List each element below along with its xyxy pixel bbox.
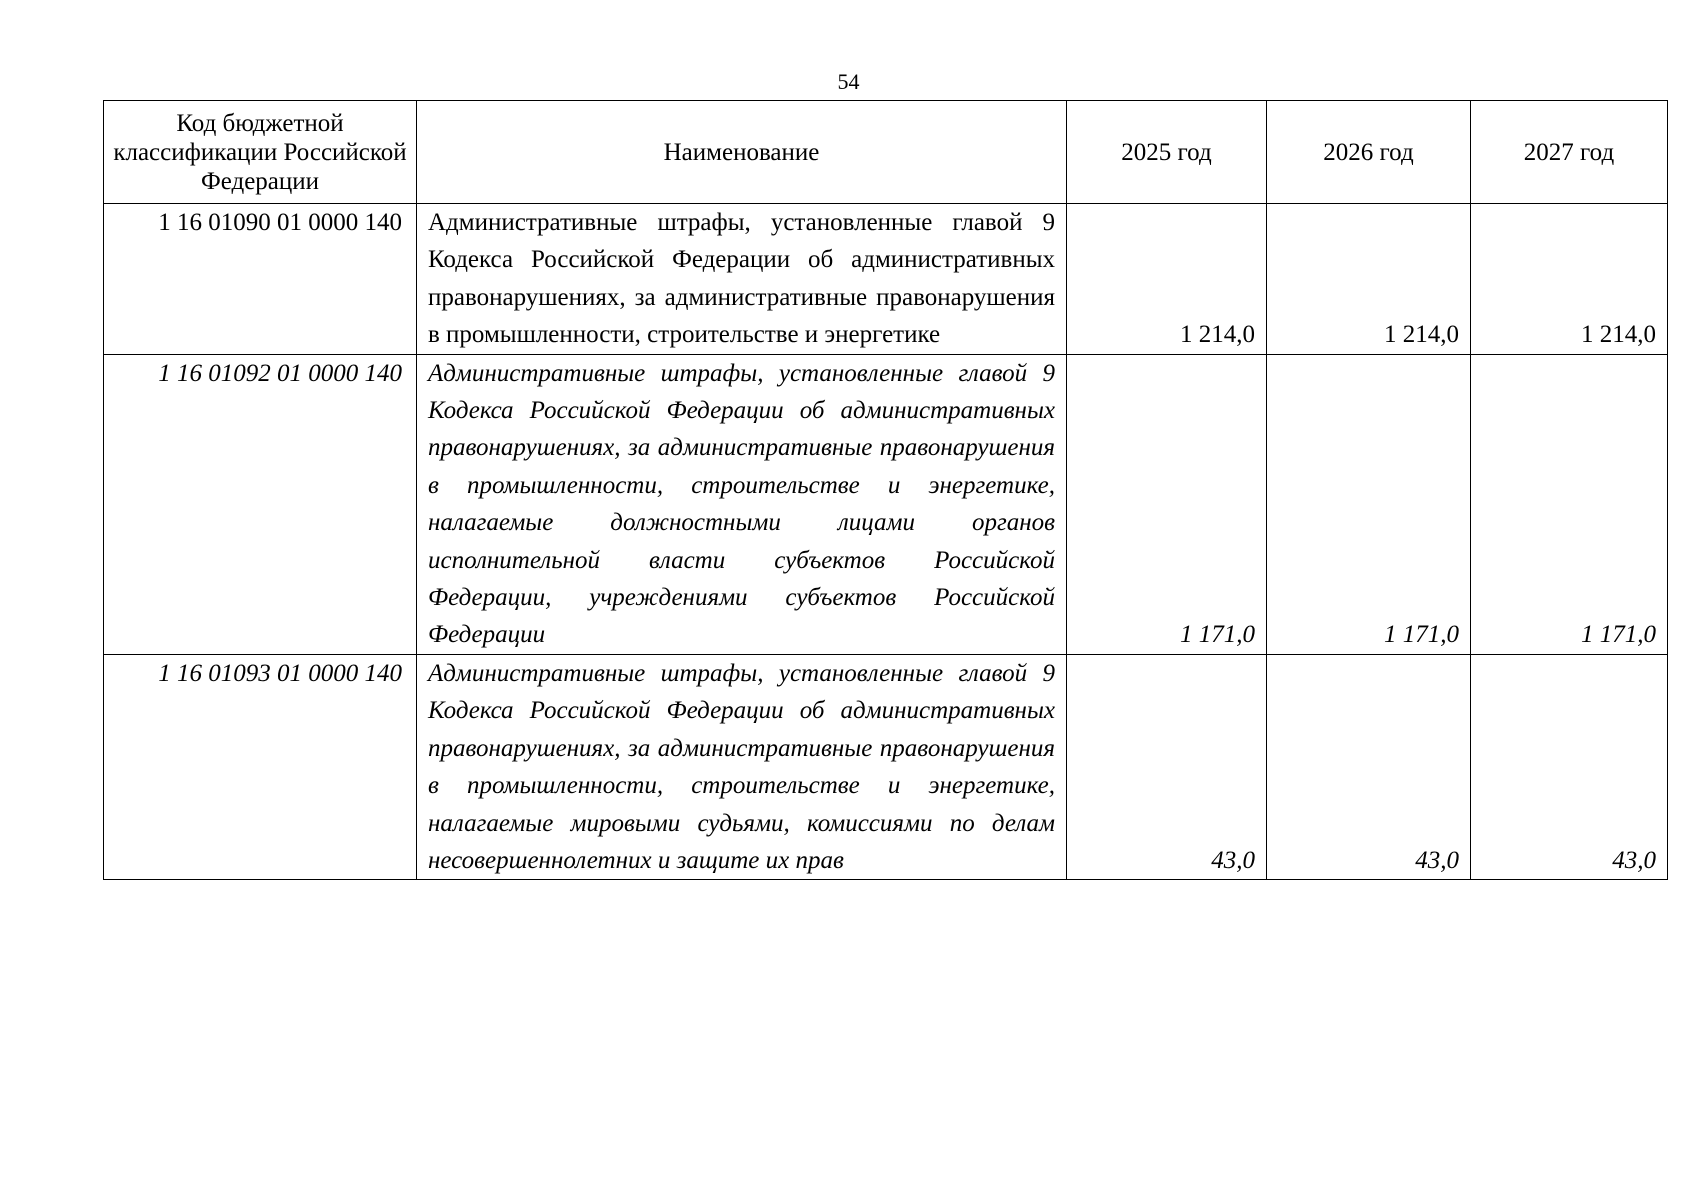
- row-value-2025: 1 214,0: [1067, 204, 1267, 355]
- row-code: 1 16 01092 01 0000 140: [104, 354, 417, 654]
- header-year-2027: 2027 год: [1471, 101, 1668, 204]
- table-row: [104, 654, 1668, 879]
- row-value-2026: 1 214,0: [1267, 204, 1471, 355]
- row-value-2027: 1 171,0: [1471, 354, 1668, 654]
- row-code: 1 16 01090 01 0000 140: [104, 204, 417, 355]
- row-value-2027: 43,0: [1471, 654, 1668, 879]
- row-value-2025: 43,0: [1067, 654, 1267, 879]
- row-value-2026: 1 171,0: [1267, 354, 1471, 654]
- header-year-2025: 2025 год: [1067, 101, 1267, 204]
- table-header-row: [104, 101, 1668, 204]
- row-code: 1 16 01093 01 0000 140: [104, 654, 417, 879]
- page-number: 54: [837, 69, 860, 94]
- table-row: [104, 204, 1668, 355]
- header-name: Наименование: [417, 101, 1067, 204]
- table-row: [104, 354, 1668, 654]
- header-code: Код бюджетной классификации Российской Федерации: [104, 101, 417, 204]
- row-value-2025: 1 171,0: [1067, 354, 1267, 654]
- row-name: Административные штрафы, установленные главой 9 Кодекса Российской Федерации об административных правонарушениях, за административные правонарушения в промышленности, строительстве и энергетике, налагаемые мировыми судьями, комиссиями по делам несовершеннолетних и защите их прав: [417, 654, 1067, 879]
- row-name: Административные штрафы, установленные главой 9 Кодекса Российской Федерации об административных правонарушениях, за административные правонарушения в промышленности, строительстве и энергетике, налагаемые должностными лицами органов исполнительной власти субъектов Российской Федерации, учреждениями субъектов Российской Федерации: [417, 354, 1067, 654]
- header-year-2026: 2026 год: [1267, 101, 1471, 204]
- row-name: Административные штрафы, установленные главой 9 Кодекса Российской Федерации об административных правонарушениях, за административные правонарушения в промышленности, строительстве и энергетике: [417, 204, 1067, 355]
- row-value-2027: 1 214,0: [1471, 204, 1668, 355]
- budget-revenue-table: [103, 100, 1668, 880]
- row-value-2026: 43,0: [1267, 654, 1471, 879]
